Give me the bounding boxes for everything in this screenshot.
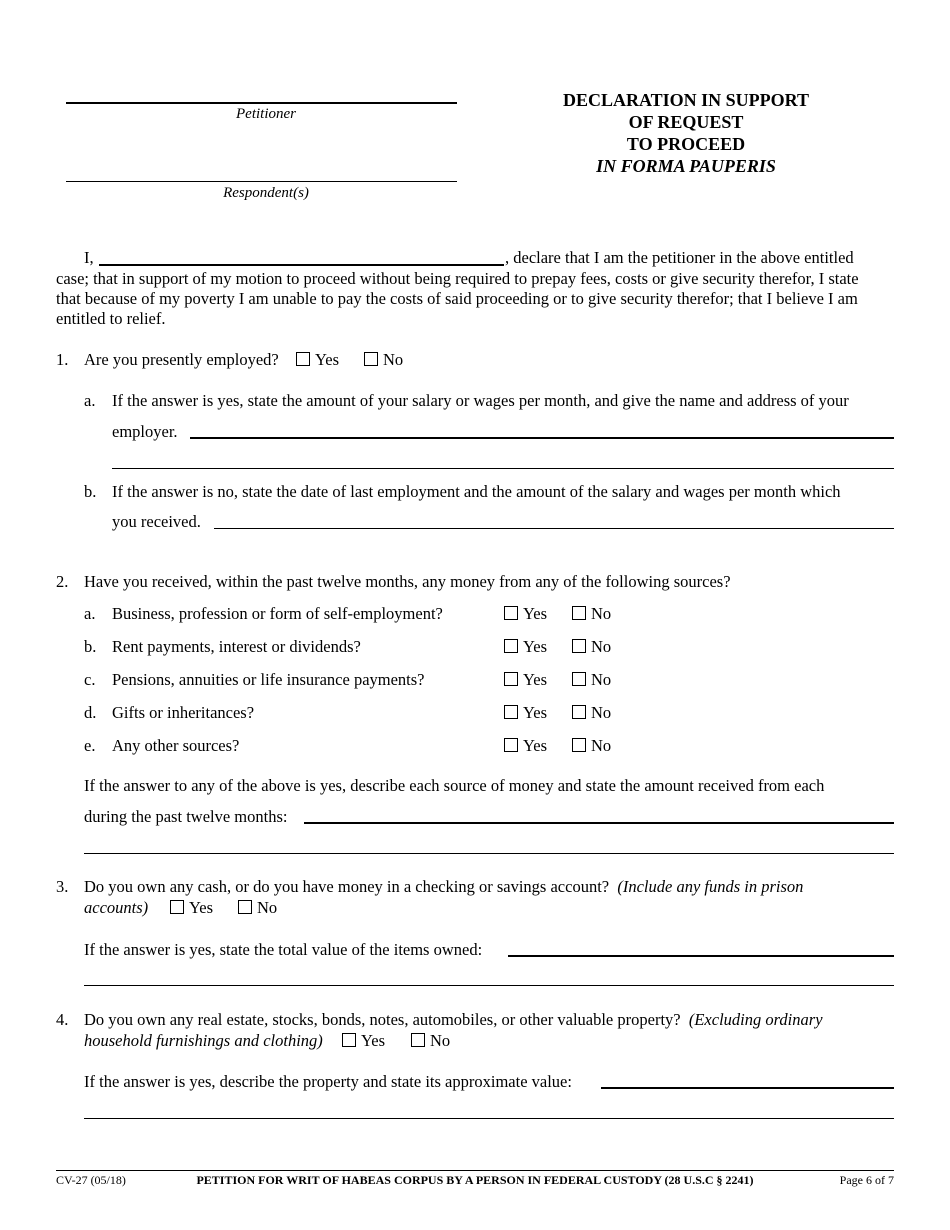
respondent-line[interactable]: [66, 181, 457, 182]
q2e-no-option[interactable]: No: [572, 736, 611, 756]
q3-number: 3.: [56, 877, 69, 896]
q3-text: [84, 877, 803, 897]
petitioner-line[interactable]: [66, 102, 457, 104]
q1b-answer-field[interactable]: [214, 528, 894, 529]
respondent-label: Respondent(s): [223, 185, 309, 201]
checkbox-icon[interactable]: [504, 606, 518, 620]
q4-answer-field[interactable]: [601, 1087, 894, 1089]
q1-number: 1.: [56, 350, 69, 369]
checkbox-icon[interactable]: [296, 352, 310, 366]
q2b-text: Rent payments, interest or dividends?: [112, 637, 361, 656]
checkbox-icon[interactable]: [170, 900, 184, 914]
declaration-line-3: that because of my poverty I am unable to pay the costs of said proceeding or to give security therefor; that I believe I am: [56, 289, 858, 308]
q2e-text: Any other sources?: [112, 736, 240, 755]
q2d-letter: d.: [84, 703, 97, 722]
footer-page-number: Page 6 of 7: [839, 1173, 894, 1187]
q4-yes-option[interactable]: Yes: [342, 1031, 385, 1051]
footer-title: PETITION FOR WRIT OF HABEAS CORPUS BY A PERSON IN FEDERAL CUSTODY (28 U.S.C § 2241): [196, 1173, 754, 1187]
q2b-yes-option[interactable]: Yes: [504, 637, 547, 657]
title-line-3: TO PROCEED: [626, 134, 746, 154]
checkbox-icon[interactable]: [572, 738, 586, 752]
q1b-line-2: you received.: [112, 512, 201, 531]
declarant-name-field[interactable]: [99, 264, 504, 266]
q4-answer-field-2[interactable]: [84, 1118, 894, 1119]
q3-answer-field[interactable]: [508, 955, 894, 957]
checkbox-icon[interactable]: [572, 606, 586, 620]
q3-no-option[interactable]: No: [238, 898, 277, 918]
q3-line-2: [84, 898, 148, 918]
q2d-yes-option[interactable]: Yes: [504, 703, 547, 723]
q2c-no-option[interactable]: No: [572, 670, 611, 690]
checkbox-icon[interactable]: [572, 672, 586, 686]
q2c-letter: c.: [84, 670, 96, 689]
q1b-line-1: If the answer is no, state the date of last employment and the amount of the salary and wages per month which: [112, 482, 841, 501]
q2a-letter: a.: [84, 604, 96, 623]
q2a-no-option[interactable]: No: [572, 604, 611, 624]
q3-yes-option[interactable]: Yes: [170, 898, 213, 918]
q2-answer-field[interactable]: [304, 822, 894, 824]
q1-no-option[interactable]: No: [364, 350, 403, 370]
q1a-line-1: If the answer is yes, state the amount of your salary or wages per month, and give the name and address of your: [112, 391, 849, 410]
q3-note-2: accounts): [84, 898, 149, 917]
q2-number: 2.: [56, 572, 69, 591]
title-line-4: IN FORMA PAUPERIS: [596, 156, 776, 176]
q4-follow: If the answer is yes, describe the property and state its approximate value:: [84, 1072, 572, 1091]
q1a-letter: a.: [84, 391, 96, 410]
q2-text: Have you received, within the past twelve months, any money from any of the following sources?: [84, 572, 731, 591]
checkbox-icon[interactable]: [238, 900, 252, 914]
q2-follow-line-2: during the past twelve months:: [84, 807, 288, 826]
q2-follow-line-1: If the answer to any of the above is yes, describe each source of money and state the amount received from each: [84, 776, 825, 795]
q2b-no-option[interactable]: No: [572, 637, 611, 657]
title-line-2: OF REQUEST: [628, 112, 744, 132]
form-title: [500, 89, 872, 177]
declaration-suffix: , declare that I am the petitioner in the above entitled: [505, 248, 854, 267]
q1a-answer-field-2[interactable]: [112, 468, 894, 469]
q3-answer-field-2[interactable]: [84, 985, 894, 986]
checkbox-icon[interactable]: [364, 352, 378, 366]
q3-follow: If the answer is yes, state the total value of the items owned:: [84, 940, 483, 959]
checkbox-icon[interactable]: [342, 1033, 356, 1047]
q1-yes-option[interactable]: Yes: [296, 350, 339, 370]
q4-note-2: household furnishings and clothing): [84, 1031, 323, 1050]
checkbox-icon[interactable]: [572, 639, 586, 653]
q2e-yes-option[interactable]: Yes: [504, 736, 547, 756]
q2-answer-field-2[interactable]: [84, 853, 894, 854]
checkbox-icon[interactable]: [411, 1033, 425, 1047]
q2a-text: Business, profession or form of self-employment?: [112, 604, 443, 623]
q4-question: Do you own any real estate, stocks, bonds, notes, automobiles, or other valuable property?: [84, 1010, 681, 1029]
q1-text: Are you presently employed?: [84, 350, 279, 369]
checkbox-icon[interactable]: [504, 738, 518, 752]
q4-text: [84, 1010, 823, 1030]
q4-note-1: (Excluding ordinary: [688, 1010, 823, 1029]
q2c-text: Pensions, annuities or life insurance payments?: [112, 670, 425, 689]
q2a-yes-option[interactable]: Yes: [504, 604, 547, 624]
checkbox-icon[interactable]: [572, 705, 586, 719]
checkbox-icon[interactable]: [504, 639, 518, 653]
q4-no-option[interactable]: No: [411, 1031, 450, 1051]
q3-question: Do you own any cash, or do you have money in a checking or savings account?: [84, 877, 610, 896]
checkbox-icon[interactable]: [504, 672, 518, 686]
title-line-1: DECLARATION IN SUPPORT: [562, 90, 810, 110]
q4-number: 4.: [56, 1010, 69, 1029]
q1a-line-2: employer.: [112, 422, 178, 441]
q2b-letter: b.: [84, 637, 97, 656]
q2c-yes-option[interactable]: Yes: [504, 670, 547, 690]
q1b-letter: b.: [84, 482, 97, 501]
q3-note-1: (Include any funds in prison: [617, 877, 804, 896]
q2d-no-option[interactable]: No: [572, 703, 611, 723]
declaration-prefix: I,: [84, 248, 94, 267]
petitioner-label: Petitioner: [236, 106, 296, 122]
declaration-line-2: case; that in support of my motion to proceed without being required to prepay fees, costs or give security therefor, I state: [56, 269, 859, 288]
checkbox-icon[interactable]: [504, 705, 518, 719]
q4-line-2: [84, 1031, 323, 1051]
footer-form-code: CV-27 (05/18): [56, 1173, 126, 1187]
q2d-text: Gifts or inheritances?: [112, 703, 255, 722]
q2e-letter: e.: [84, 736, 96, 755]
footer-divider: [56, 1170, 894, 1171]
q1a-answer-field[interactable]: [190, 437, 894, 439]
declaration-line-4: entitled to relief.: [56, 309, 166, 328]
